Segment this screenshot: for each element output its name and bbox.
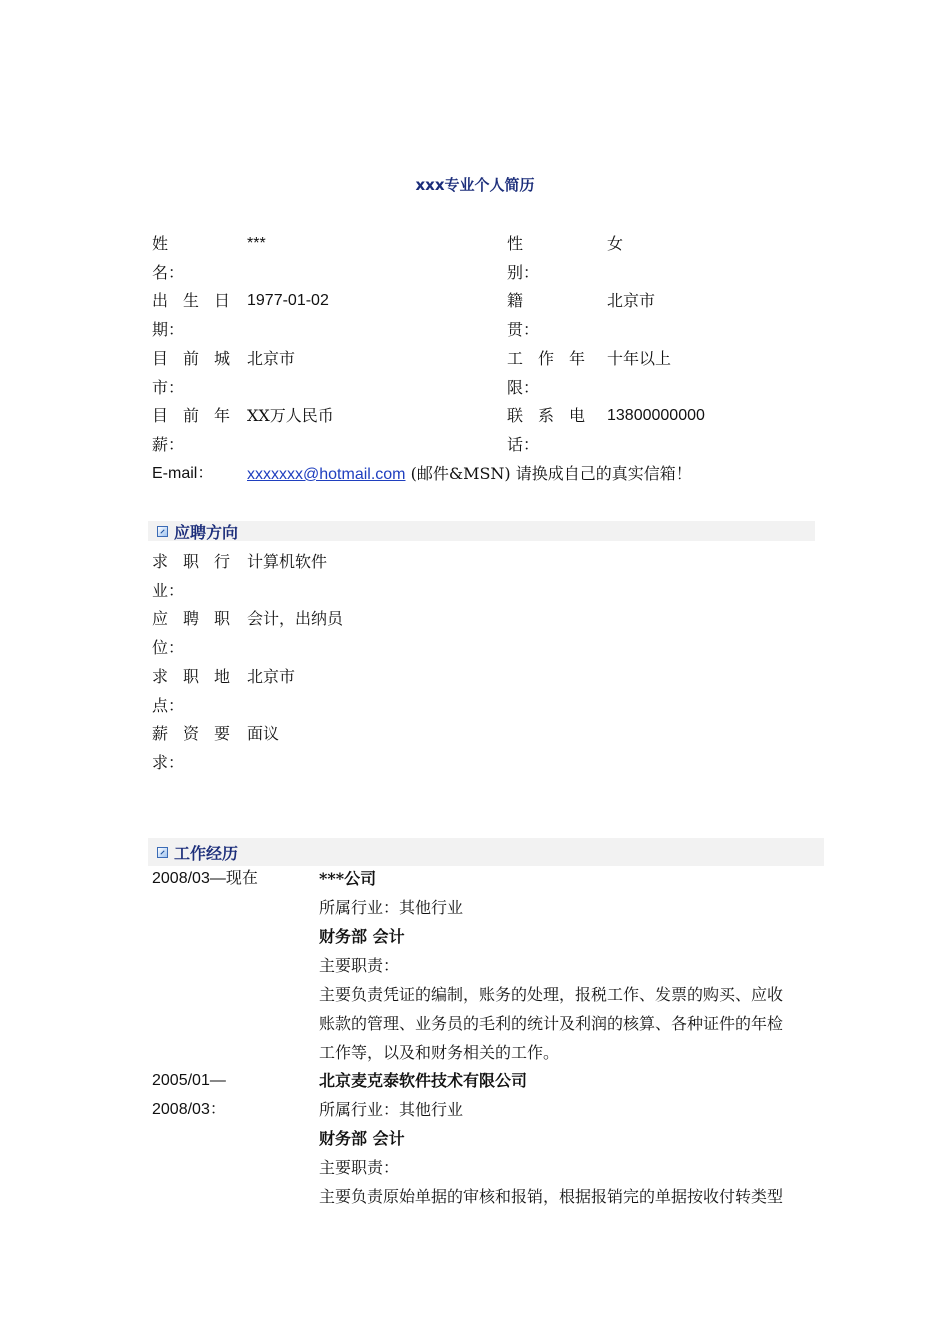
- job-period: 2005/01—: [152, 1072, 226, 1089]
- native-label-line2: 贯：: [507, 320, 540, 339]
- phone-label-line2: 话：: [507, 435, 540, 454]
- email-label: E-mail：: [152, 465, 214, 482]
- label-char: 目: [152, 406, 169, 425]
- job-duty-line: 主要负责凭证的编制，账务的处理，报税工作、发票的购买、应收: [319, 985, 784, 1004]
- industry-label: [152, 547, 230, 605]
- label-char: 年: [568, 349, 585, 368]
- location-label-line1: [152, 662, 230, 691]
- label-char: 城: [213, 349, 230, 368]
- location-label-line2: 点：: [152, 696, 185, 715]
- location-value: 北京市: [247, 667, 296, 686]
- section-title-intent: 应聘方向: [174, 522, 239, 542]
- email-value: [247, 459, 692, 489]
- name-label: [152, 229, 230, 287]
- label-char: 薪: [152, 724, 169, 743]
- label-char: 联: [507, 406, 524, 425]
- label-char: 年: [213, 406, 230, 425]
- pay-label-line1: [152, 719, 230, 748]
- label-char: 目: [152, 349, 169, 368]
- years-label-line1: [507, 344, 585, 373]
- job-duty-line: 账款的管理、业务员的毛利的统计及利润的核算、各种证件的年检: [319, 1014, 784, 1033]
- position-label: [152, 604, 230, 662]
- section-icon: [157, 847, 168, 858]
- pay-value: 面议: [247, 724, 280, 743]
- label-char: 作: [537, 349, 554, 368]
- gender-value: 女: [607, 234, 624, 253]
- pay-label-line2: 求：: [152, 753, 185, 772]
- city-label-line2: 市：: [152, 378, 185, 397]
- name-value: ***: [247, 235, 266, 252]
- city-label: [152, 344, 230, 402]
- label-char: 籍: [507, 291, 524, 310]
- label-char: 前: [182, 406, 199, 425]
- salary-value: XX万人民币: [247, 406, 334, 425]
- label-char: 应: [152, 609, 169, 628]
- section-title-work: 工作经历: [174, 843, 239, 863]
- job-duty-line: 主要负责原始单据的审核和报销，根据报销完的单据按收付转类型: [319, 1187, 784, 1206]
- birth-value: 1977-01-02: [247, 292, 329, 309]
- salary-label-line2: 薪：: [152, 435, 185, 454]
- job-dept: 财务部 会计: [319, 1129, 405, 1148]
- job-duty-line: 工作等，以及和财务相关的工作。: [319, 1043, 560, 1062]
- salary-label-line1: [152, 401, 230, 430]
- label-char: 要: [213, 724, 230, 743]
- label-char: 工: [507, 349, 524, 368]
- label-char: 行: [213, 552, 230, 571]
- gender-label: [507, 229, 585, 287]
- label-char: 地: [213, 667, 230, 686]
- label-char: 出: [152, 291, 169, 310]
- native-label: [507, 286, 585, 344]
- label-char: 职: [182, 552, 199, 571]
- industry-value: 计算机软件: [247, 552, 328, 571]
- label-char: 前: [182, 349, 199, 368]
- job-period: 2008/03—现在: [152, 870, 258, 887]
- position-label-line2: 位：: [152, 638, 185, 657]
- label-char: 系: [537, 406, 554, 425]
- section-icon: [157, 526, 168, 537]
- location-label: [152, 662, 230, 720]
- gender-label-line2: 别：: [507, 263, 540, 282]
- name-label-line2: 名：: [152, 263, 185, 282]
- email-note: (邮件&MSN) 请换成自己的真实信箱！: [405, 464, 692, 483]
- position-value: 会计，出纳员: [247, 609, 344, 628]
- label-char: 姓: [152, 234, 169, 253]
- years-label-line2: 限：: [507, 378, 540, 397]
- city-label-line1: [152, 344, 230, 373]
- job-company: ***公司: [319, 869, 377, 888]
- industry-label-line1: [152, 547, 230, 576]
- job-dept: 财务部 会计: [319, 927, 405, 946]
- job-period-end: 2008/03：: [152, 1101, 226, 1118]
- label-char: 资: [182, 724, 199, 743]
- native-value: 北京市: [607, 291, 656, 310]
- job-duty-label: 主要职责：: [319, 1158, 400, 1177]
- salary-label: [152, 401, 230, 459]
- phone-value: 13800000000: [607, 407, 705, 424]
- birth-label-line2: 期：: [152, 320, 185, 339]
- job-industry: 所属行业：其他行业: [319, 1100, 464, 1119]
- label-char: 电: [568, 406, 585, 425]
- phone-label-line1: [507, 401, 585, 430]
- resume-title: xxx专业个人简历: [415, 176, 535, 194]
- gender-label-line1: [507, 229, 585, 258]
- email-link[interactable]: xxxxxxx@hotmail.com: [247, 466, 406, 483]
- label-char: 性: [507, 234, 524, 253]
- section-bar-work: [148, 838, 824, 866]
- job-company: 北京麦克泰软件技术有限公司: [319, 1071, 528, 1090]
- position-label-line1: [152, 604, 230, 633]
- phone-label: [507, 401, 585, 459]
- job-duty-label: 主要职责：: [319, 956, 400, 975]
- label-char: 职: [182, 667, 199, 686]
- name-label-line1: [152, 229, 230, 258]
- job-industry: 所属行业：其他行业: [319, 898, 464, 917]
- years-label: [507, 344, 585, 402]
- label-char: 求: [152, 667, 169, 686]
- industry-label-line2: 业：: [152, 581, 185, 600]
- label-char: 日: [213, 291, 230, 310]
- native-label-line1: [507, 286, 585, 315]
- birth-label-line1: [152, 286, 230, 315]
- label-char: 职: [213, 609, 230, 628]
- pay-label: [152, 719, 230, 777]
- city-value: 北京市: [247, 349, 296, 368]
- label-char: 求: [152, 552, 169, 571]
- label-char: 生: [182, 291, 199, 310]
- birth-label: [152, 286, 230, 344]
- years-value: 十年以上: [607, 349, 672, 368]
- section-bar-intent: [148, 521, 815, 541]
- label-char: 聘: [182, 609, 199, 628]
